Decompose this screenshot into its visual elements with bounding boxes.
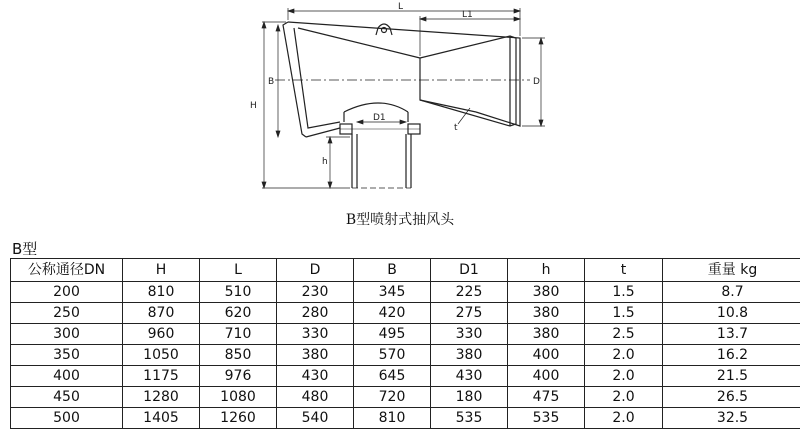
- header-l: L: [200, 259, 277, 282]
- inlet-pipe: [352, 134, 411, 188]
- table-cell: 480: [277, 387, 354, 408]
- header-dn: 公称通径DN: [11, 259, 123, 282]
- table-cell: 380: [431, 345, 508, 366]
- specification-table: [10, 258, 800, 429]
- table-cell: 400: [11, 366, 123, 387]
- table-cell: 870: [123, 303, 200, 324]
- header-h-height: H: [123, 259, 200, 282]
- header-t: t: [585, 259, 663, 282]
- table-cell: 21.5: [663, 366, 800, 387]
- table-cell: 250: [11, 303, 123, 324]
- table-row: [11, 408, 800, 429]
- table-cell: 535: [508, 408, 585, 429]
- table-cell: 2.0: [585, 345, 663, 366]
- table-cell: 645: [354, 366, 431, 387]
- table-cell: 1050: [123, 345, 200, 366]
- table-header-row: [11, 259, 800, 282]
- table-cell: 500: [11, 408, 123, 429]
- table-cell: 280: [277, 303, 354, 324]
- exhaust-head-technical-drawing: [0, 0, 800, 205]
- table-cell: 13.7: [663, 324, 800, 345]
- dim-label-L1: L1: [462, 10, 473, 20]
- table-cell: 510: [200, 282, 277, 303]
- table-cell: 450: [11, 387, 123, 408]
- table-cell: 430: [277, 366, 354, 387]
- table-cell: 380: [508, 324, 585, 345]
- dim-label-H: H: [250, 101, 257, 111]
- table-cell: 960: [123, 324, 200, 345]
- table-cell: 540: [277, 408, 354, 429]
- table-cell: 720: [354, 387, 431, 408]
- table-cell: 200: [11, 282, 123, 303]
- table-cell: 330: [277, 324, 354, 345]
- table-cell: 810: [354, 408, 431, 429]
- header-b: B: [354, 259, 431, 282]
- table-cell: 330: [431, 324, 508, 345]
- table-cell: 300: [11, 324, 123, 345]
- table-row: [11, 345, 800, 366]
- table-cell: 380: [508, 282, 585, 303]
- table-cell: 380: [277, 345, 354, 366]
- table-cell: 620: [200, 303, 277, 324]
- table-row: [11, 324, 800, 345]
- table-cell: 535: [431, 408, 508, 429]
- table-cell: 400: [508, 366, 585, 387]
- table-row: [11, 282, 800, 303]
- table-cell: 275: [431, 303, 508, 324]
- table-cell: 8.7: [663, 282, 800, 303]
- table-cell: 430: [431, 366, 508, 387]
- type-label: B型: [12, 240, 38, 258]
- dim-label-B: B: [268, 77, 275, 87]
- table-cell: 350: [11, 345, 123, 366]
- table-cell: 225: [431, 282, 508, 303]
- table-row: [11, 387, 800, 408]
- table-cell: 345: [354, 282, 431, 303]
- table-cell: 475: [508, 387, 585, 408]
- table-cell: 1405: [123, 408, 200, 429]
- cowl-body-outline: [283, 22, 520, 137]
- table-cell: 810: [123, 282, 200, 303]
- drawing-caption: B型喷射式抽风头: [345, 212, 455, 228]
- dim-label-D1: D1: [373, 113, 386, 123]
- table-cell: 420: [354, 303, 431, 324]
- table-cell: 850: [200, 345, 277, 366]
- table-cell: 710: [200, 324, 277, 345]
- table-cell: 2.0: [585, 408, 663, 429]
- table-cell: 380: [508, 303, 585, 324]
- table-cell: 1.5: [585, 282, 663, 303]
- table-cell: 26.5: [663, 387, 800, 408]
- table-cell: 1080: [200, 387, 277, 408]
- header-d: D: [277, 259, 354, 282]
- table-cell: 1.5: [585, 303, 663, 324]
- table-cell: 2.0: [585, 366, 663, 387]
- table-cell: 2.5: [585, 324, 663, 345]
- table-row: [11, 366, 800, 387]
- header-h-small: h: [508, 259, 585, 282]
- table-cell: 230: [277, 282, 354, 303]
- table-cell: 1260: [200, 408, 277, 429]
- table-cell: 10.8: [663, 303, 800, 324]
- dim-label-L: L: [398, 2, 404, 12]
- table-cell: 16.2: [663, 345, 800, 366]
- header-weight: 重量 kg: [663, 259, 800, 282]
- inlet-flange: [340, 124, 420, 134]
- table-cell: 976: [200, 366, 277, 387]
- table-cell: 1175: [123, 366, 200, 387]
- table-cell: 495: [354, 324, 431, 345]
- dimension-lines: [262, 8, 545, 188]
- table-row: [11, 303, 800, 324]
- dim-label-t: t: [454, 123, 458, 133]
- table-cell: 1280: [123, 387, 200, 408]
- table-cell: 180: [431, 387, 508, 408]
- table-cell: 2.0: [585, 387, 663, 408]
- header-d1: D1: [431, 259, 508, 282]
- table-cell: 400: [508, 345, 585, 366]
- table-cell: 32.5: [663, 408, 800, 429]
- table-cell: 570: [354, 345, 431, 366]
- dim-label-D: D: [533, 77, 540, 87]
- dim-label-h: h: [322, 157, 328, 167]
